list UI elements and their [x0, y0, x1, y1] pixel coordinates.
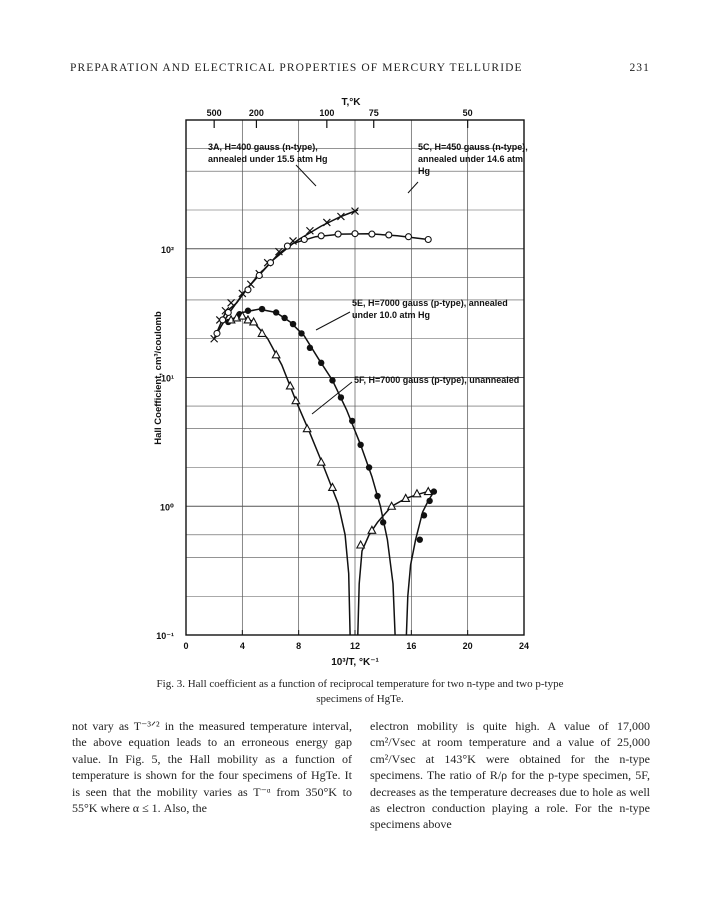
x-axis-label: 10³/T, °K⁻¹: [331, 657, 379, 668]
series-2-point: [349, 418, 355, 424]
annotation-5c-arrow: [408, 182, 418, 193]
series-2-point: [421, 512, 427, 518]
annotation-5f: 5F, H=7000 gauss (p-type), unannealed: [354, 375, 520, 385]
annotation-5e: 5E, H=7000 gauss (p-type), annealed: [352, 298, 508, 308]
series-1-point: [268, 260, 274, 266]
top-tick-label: 50: [462, 108, 473, 118]
top-tick-label: 100: [319, 108, 335, 118]
series-2-point: [357, 442, 363, 448]
series-3-point: [286, 382, 294, 389]
annotation-3a: 3A, H=400 gauss (n-type),: [208, 142, 318, 152]
annotation-3a: annealed under 15.5 atm Hg: [208, 154, 328, 164]
series-3-point: [388, 502, 396, 509]
x-tick-label: 24: [518, 641, 530, 651]
top-tick-label: 75: [368, 108, 379, 118]
y-tick-label: 10⁻¹: [156, 631, 174, 641]
series-0-point: [337, 213, 344, 220]
series-3-point: [258, 329, 266, 336]
annotation-5e: under 10.0 atm Hg: [352, 310, 431, 320]
body-paragraph-right: electron mobility is quite high. A value of 17,000 cm²/Vsec at room temperature and a value of 25,000 cm²/Vsec at 143°K were obtained for the n-type specimens. The ratio of R/ρ for the p-type specimen, 5F, decreases as the temperature decreases due to hole as well as electron conduction playing a role. For the n-type specimens above: [370, 719, 650, 832]
body-column-right: [370, 718, 650, 833]
series-2-point: [281, 315, 287, 321]
annotation-5c: 5C, H=450 gauss (n-type),: [418, 142, 528, 152]
series-2-curve: [406, 492, 434, 635]
annotation-5c: Hg: [418, 166, 430, 176]
series-3-point: [329, 483, 337, 490]
y-tick-label: 10¹: [160, 373, 174, 384]
series-1-point: [318, 233, 324, 239]
series-2-point: [374, 493, 380, 499]
series-2-point: [273, 309, 279, 315]
x-tick-label: 20: [462, 641, 473, 651]
series-2-point: [245, 308, 251, 314]
series-1-point: [386, 232, 392, 238]
series-1-point: [245, 287, 251, 293]
series-3-point: [357, 541, 365, 548]
series-2-point: [259, 306, 265, 312]
top-axis-label: T,°K: [341, 97, 361, 108]
series-2-point: [307, 345, 313, 351]
annotation-5e-arrow: [316, 312, 350, 330]
series-3-point: [303, 425, 311, 432]
series-2-point: [318, 360, 324, 366]
series-1-point: [301, 236, 307, 242]
figure-caption: Fig. 3. Hall coefficient as a function of reciprocal temperature for two n-type and two p-type specimens of HgTe.: [156, 678, 564, 705]
series-2-point: [290, 321, 296, 327]
series-3-curve: [231, 316, 350, 635]
series-2-point: [426, 498, 432, 504]
series-1-point: [425, 236, 431, 242]
series-1-point: [406, 234, 412, 240]
series-1-point: [335, 231, 341, 237]
series-1-point: [284, 243, 290, 249]
y-axis-label: Hall Coefficient, cm³/coulomb: [153, 311, 164, 445]
series-2-point: [298, 330, 304, 336]
series-1-point: [369, 231, 375, 237]
curves: [214, 210, 434, 635]
series-1-point: [214, 330, 220, 336]
x-tick-label: 12: [349, 641, 361, 651]
series-1-point: [220, 317, 226, 323]
series-0-point: [228, 299, 235, 306]
x-tick-label: 0: [183, 641, 189, 651]
y-tick-label: 10²: [160, 244, 174, 255]
series-2-point: [417, 536, 423, 542]
series-2-point: [329, 377, 335, 383]
series-2-point: [380, 519, 386, 525]
y-tick-label: 10⁰: [160, 502, 174, 513]
series-2-curve: [228, 309, 395, 635]
x-tick-label: 4: [239, 641, 245, 651]
running-head-title: PREPARATION AND ELECTRICAL PROPERTIES OF MERCURY TELLURIDE: [70, 62, 523, 74]
series-2-point: [366, 464, 372, 470]
body-paragraph-left: not vary as T⁻³ᐟ² in the measured temperature interval, the above equation leads to an erroneous energy gap value. In Fig. 5, the Hall mobility as a function of temperature is shown for the four specimens of HgTe. It is seen that the mobility varies as T⁻ᵅ from 350°K to 55°K where α ≤ 1. Also, the: [72, 719, 352, 816]
x-tick-label: 16: [406, 641, 417, 651]
top-tick-label: 200: [248, 108, 264, 118]
series-3-point: [317, 458, 325, 465]
body-column-left: [72, 718, 352, 816]
top-tick-label: 500: [206, 108, 222, 118]
series-2-point: [338, 394, 344, 400]
x-tick-label: 8: [296, 641, 302, 651]
series-1-point: [225, 309, 231, 315]
series-1-point: [256, 272, 262, 278]
series-3-point: [272, 351, 280, 358]
series-1-point: [352, 231, 358, 237]
annotation-5c: annealed under 14.6 atm: [418, 154, 524, 164]
page-number: 231: [629, 62, 650, 74]
